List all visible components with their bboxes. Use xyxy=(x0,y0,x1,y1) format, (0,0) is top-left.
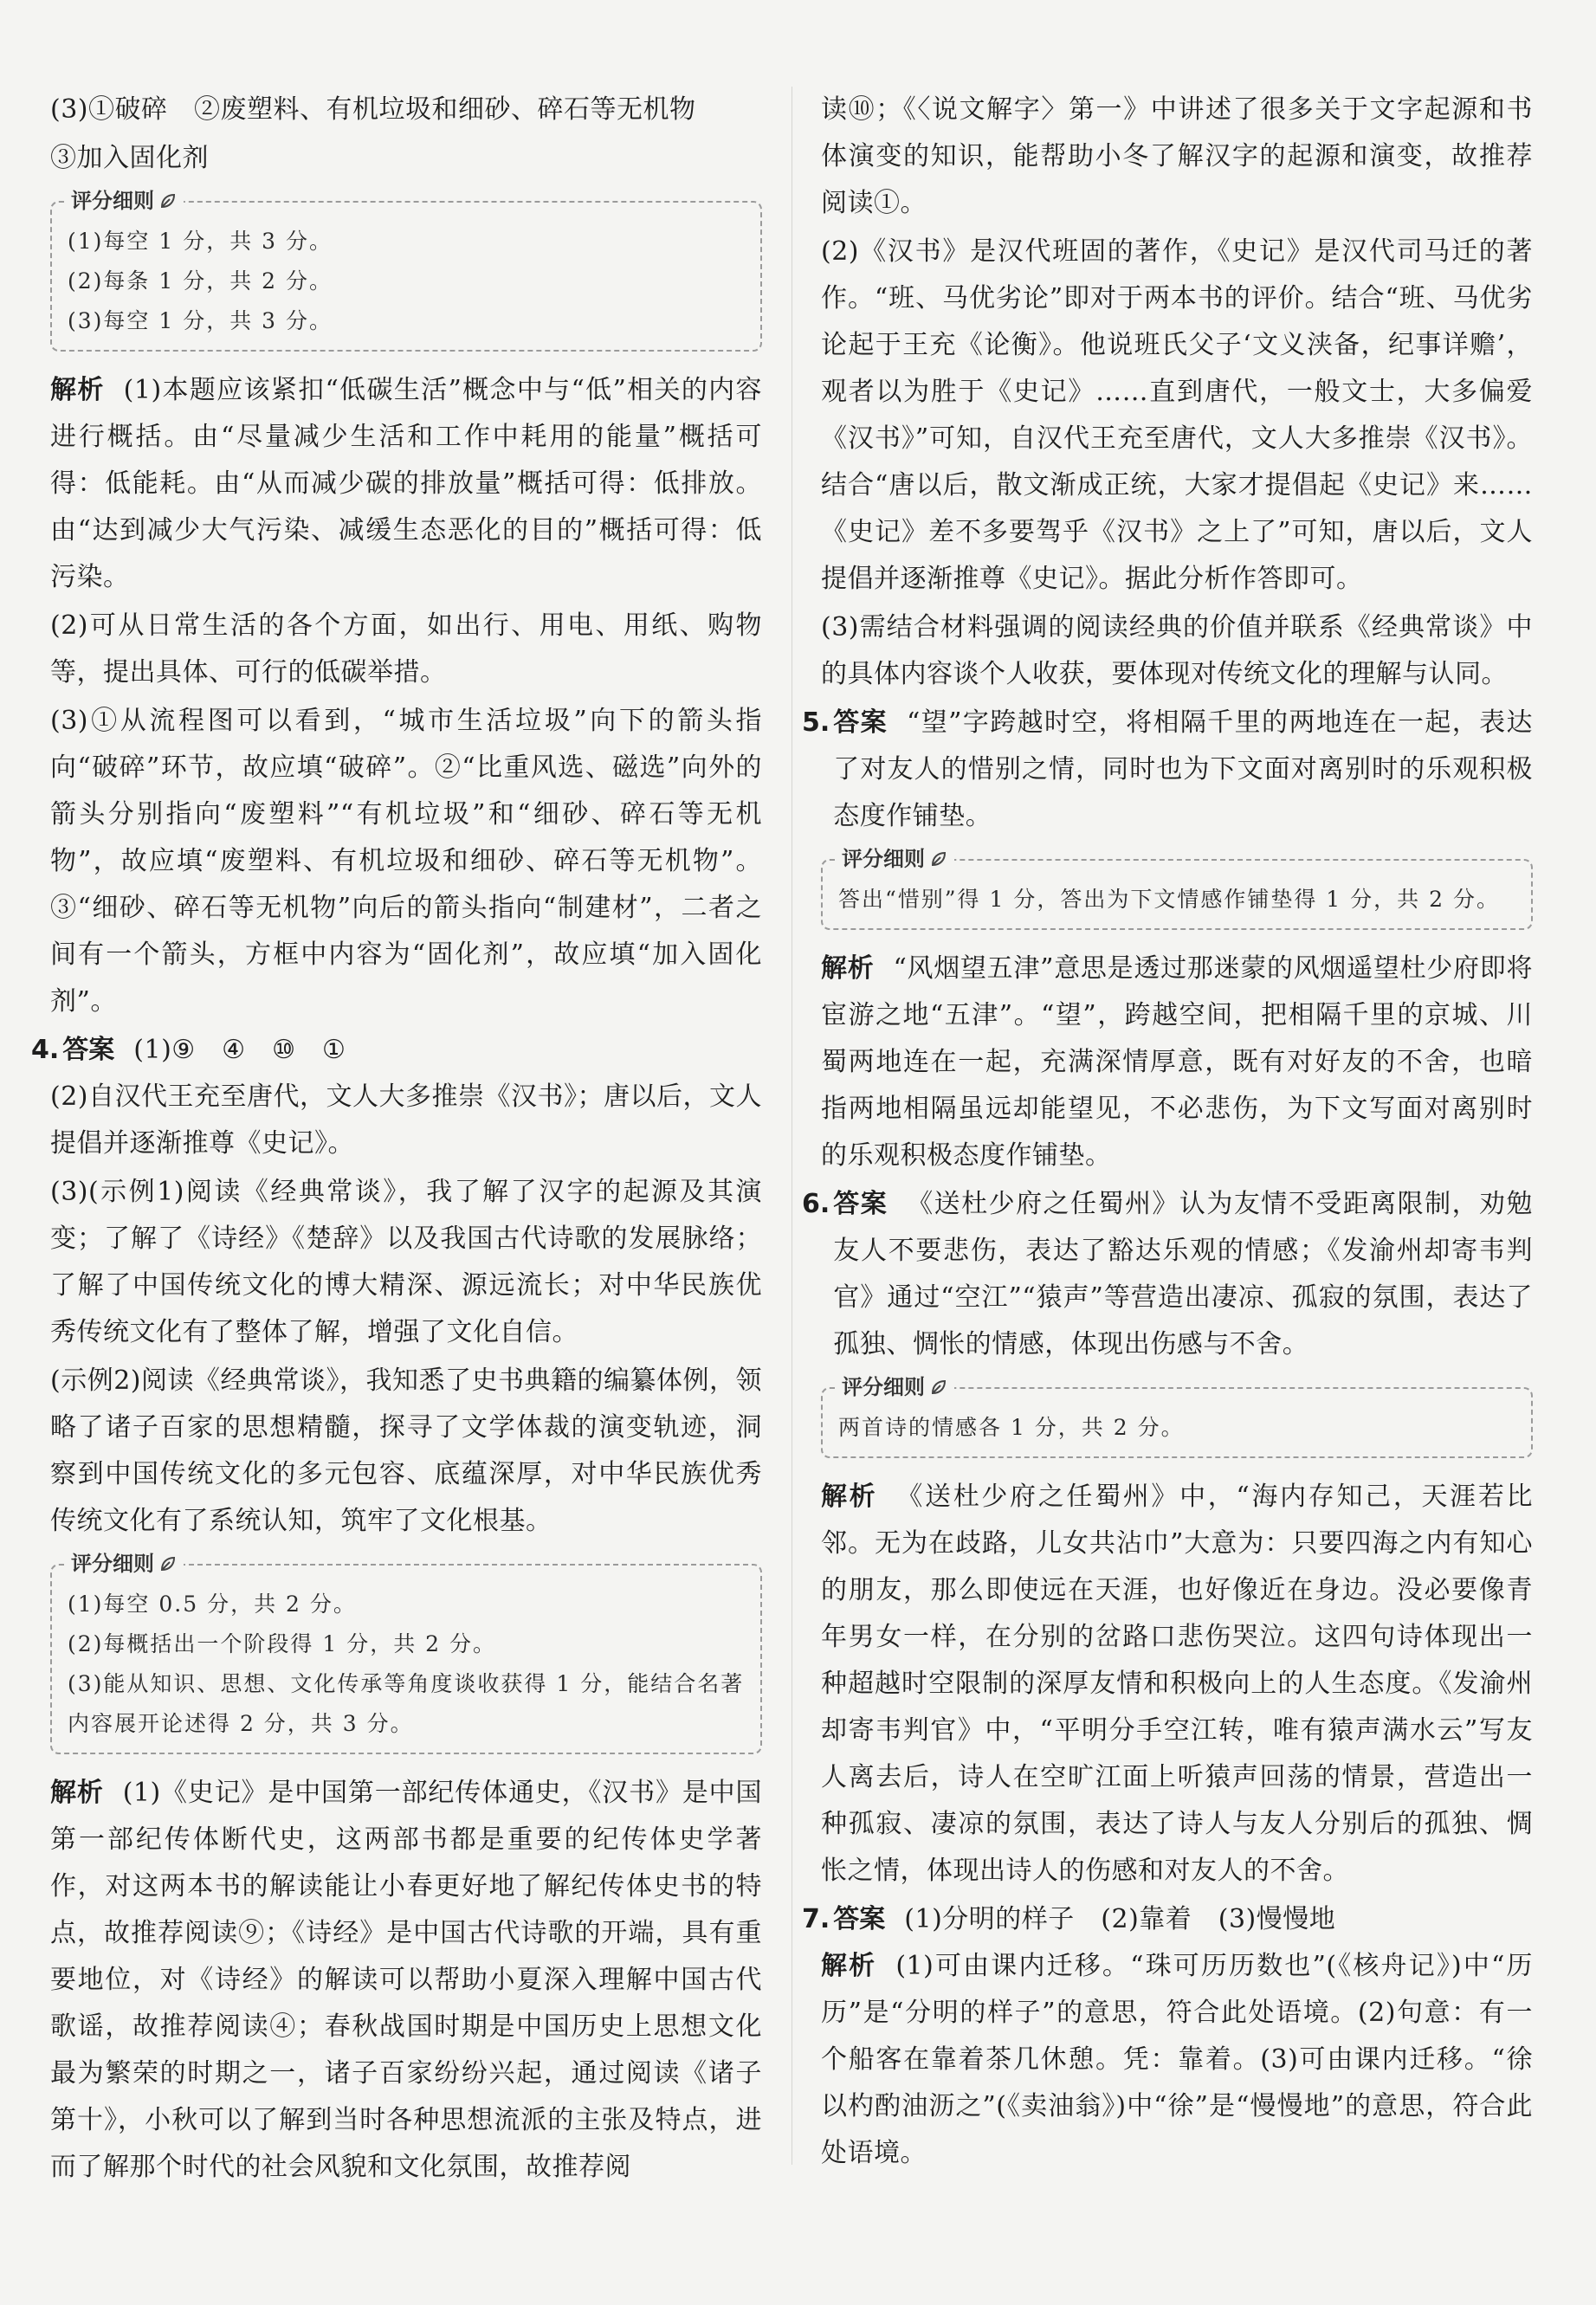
q6-answer: 答案 《送杜少府之任蜀州》认为友情不受距离限制，劝勉友人不要悲伤，表达了豁达乐观的情感；《发渝州却寄韦判官》通过“空江”“猿声”等营造出凄凉、孤寂的氛围，表达了孤独、惆怅的情感，体现出伤感与不舍。 xyxy=(833,1189,1534,1359)
rubric-title: 评分细则 xyxy=(835,843,954,875)
rubric-line: 两首诗的情感各 1 分，共 2 分。 xyxy=(838,1415,1185,1440)
q7-analysis: 解析 (1)可由课内迁移。“珠可历历数也”(《核舟记》)中“历历”是“分明的样子”的意思，符合此处语境。(2)句意：有一个船客在靠着茶几休憩。凭：靠着。(3)可由课内迁移。“徐以杓酌油沥之”(《卖油翁》)中“徐”是“慢慢地”的意思，符合此处语境。 xyxy=(821,1951,1534,2168)
q6-rubric-box xyxy=(821,1375,1533,1458)
q4-analysis-3: (3)需结合材料强调的阅读经典的价值并联系《经典常谈》中的具体内容谈个人收获，要体现对传统文化的理解与认同。 xyxy=(821,612,1533,689)
leaf-icon xyxy=(930,1378,947,1396)
q3-analysis-2: (2)可从日常生活的各个方面，如出行、用电、用纸、购物等，提出具体、可行的低碳举措。 xyxy=(50,610,762,688)
question-number: 7. xyxy=(802,1904,830,1934)
leaf-icon xyxy=(159,1555,177,1572)
rubric-line: 答出“惜别”得 1 分，答出为下文情感作铺垫得 1 分，共 2 分。 xyxy=(838,887,1500,912)
q6-answer-head xyxy=(802,1181,1534,1368)
q5-answer: 答案 “望”字跨越时空，将相隔千里的两地连在一起，表达了对友人的惜别之情，同时也为下文面对离别时的乐观积极态度作铺垫。 xyxy=(833,707,1533,831)
analysis-label: 解析 xyxy=(821,1951,877,1981)
q6-analysis: 解析 《送杜少府之任蜀州》中，“海内存知己，天涯若比邻。无为在歧路，儿女共沾巾”大意为：只要四海之内有知心的朋友，那么即使远在天涯，也好像近在身边。没必要像青年男女一样，在分别的岔路口悲伤哭泣。这四句诗体现出一种超越时空限制的深厚友情和积极向上的人生态度。《发渝州却寄韦判官》中，“平明分手空江转，唯有猿声满水云”写友人离去后，诗人在空旷江面上听猿声回荡的情景，营造出一种孤寂、凄凉的氛围，表达了诗人与友人分别后的孤独、惆怅之情，体现出诗人的伤感和对友人的不舍。 xyxy=(821,1482,1534,1886)
answer-label: 答案 xyxy=(833,707,888,738)
analysis-label: 解析 xyxy=(50,375,105,405)
leaf-icon xyxy=(930,850,947,868)
q4-analysis-1: 解析 (1)《史记》是中国第一部纪传体通史，《汉书》是中国第一部纪传体断代史，这两部书都是重要的纪传体史学著作，对这两本书的解读能让小春更好地了解纪传体史书的特点，故推荐阅读⑨；《诗经》是中国古代诗歌的开端，具有重要地位，对《诗经》的解读可以帮助小夏深入理解中国古代歌谣，故推荐阅读④；春秋战国时期是中国历史上思想文化最为繁荣的时期之一，诸子百家纷纷兴起，通过阅读《诸子第十》，小秋可以了解到当时各种思想流派的主张及特点，进而了解那个时代的社会风貌和文化氛围，故推荐阅 xyxy=(50,1778,763,2182)
q3-rubric-box xyxy=(50,189,762,352)
q7-answer-head xyxy=(802,1896,1533,1943)
q4-answer-3: (3)(示例1)阅读《经典常谈》，我了解了汉字的起源及其演变；了解了《诗经》《楚辞》以及我国古代诗歌的发展脉络；了解了中国传统文化的博大精深、源远流长；对中华民族优秀传统文化有了整体了解，增强了文化自信。 xyxy=(50,1177,762,1347)
rubric-title: 评分细则 xyxy=(64,185,184,216)
q7-answer: (1)分明的样子 (2)靠着 (3)慢慢地 xyxy=(904,1904,1336,1934)
right-column xyxy=(802,87,1534,2179)
leaf-icon xyxy=(159,192,177,210)
q3-analysis-1: 解析 (1)本题应该紧扣“低碳生活”概念中与“低”相关的内容进行概括。由“尽量减少生活和工作中耗用的能量”概括可得：低能耗。由“从而减少碳的排放量”概括可得：低排放。由“达到减少大气污染、减缓生态恶化的目的”概括可得：低污染。 xyxy=(50,375,763,592)
q3-answer-line2: ③加入固化剂 xyxy=(50,143,209,173)
q4-answer-1: (1)⑨ ④ ⑩ ① xyxy=(133,1035,346,1065)
q3-analysis-3: (3)①从流程图可以看到，“城市生活垃圾”向下的箭头指向“破碎”环节，故应填“破碎”。②“比重风选、磁选”向外的箭头分别指向“废塑料”“有机垃圾”和“细砂、碎石等无机物”，故应填“废塑料、有机垃圾和细砂、碎石等无机物”。③“细砂、碎石等无机物”向后的箭头指向“制建材”，二者之间有一个箭头，方框中内容为“固化剂”，故应填“加入固化剂”。 xyxy=(50,706,762,1017)
rubric-line: (1)每空 0.5 分，共 2 分。 xyxy=(68,1592,357,1617)
q5-answer-head xyxy=(802,700,1533,840)
answer-label: 答案 xyxy=(833,1904,886,1934)
q5-rubric-box xyxy=(821,847,1533,930)
question-number: 4. xyxy=(31,1035,60,1065)
answer-label: 答案 xyxy=(833,1189,888,1219)
rubric-line: (1)每空 1 分，共 3 分。 xyxy=(68,229,333,254)
analysis-label: 解析 xyxy=(821,953,875,984)
q4-answer-4: (示例2)阅读《经典常谈》，我知悉了史书典籍的编纂体例，领略了诸子百家的思想精髓，探寻了文学体裁的演变轨迹，洞察到中国传统文化的多元包容、底蕴深厚，对中华民族优秀传统文化有了系统认知，筑牢了文化根基。 xyxy=(50,1366,762,1536)
q4-rubric-box xyxy=(50,1552,762,1754)
q4-analysis-1-cont: 读⑩；《〈说文解字〉第一》中讲述了很多关于文字起源和书体演变的知识，能帮助小冬了解汉字的起源和演变，故推荐阅读①。 xyxy=(821,94,1533,218)
question-number: 5. xyxy=(802,707,830,738)
q4-analysis-2: (2)《汉书》是汉代班固的著作，《史记》是汉代司马迁的著作。“班、马优劣论”即对于两本书的评价。结合“班、马优劣论起于王充《论衡》。他说班氏父子‘文义浃备，纪事详赡’，观者以为胜于《史记》……直到唐代，一般文士，大多偏爱《汉书》”可知，自汉代王充至唐代，文人大多推崇《汉书》。结合“唐以后，散文渐成正统，大家才提倡起《史记》来……《史记》差不多要驾乎《汉书》之上了”可知，唐以后，文人提倡并逐渐推尊《史记》。据此分析作答即可。 xyxy=(821,236,1533,594)
answer-label: 答案 xyxy=(62,1035,115,1065)
rubric-title: 评分细则 xyxy=(64,1548,184,1579)
rubric-line: (3)能从知识、思想、文化传承等角度谈收获得 1 分，能结合名著内容展开论述得 2 分，共 3 分。 xyxy=(68,1671,745,1736)
question-number: 6. xyxy=(802,1189,830,1219)
rubric-line: (2)每条 1 分，共 2 分。 xyxy=(68,268,333,294)
rubric-line: (2)每概括出一个阶段得 1 分，共 2 分。 xyxy=(68,1631,497,1656)
q4-answer-2: (2)自汉代王充至唐代，文人大多推崇《汉书》；唐以后，文人提倡并逐渐推尊《史记》。 xyxy=(50,1081,762,1159)
q3-answer-line1: (3)①破碎 ②废塑料、有机垃圾和细砂、碎石等无机物 xyxy=(50,94,696,125)
rubric-title: 评分细则 xyxy=(835,1372,954,1403)
left-column xyxy=(31,87,763,2192)
q5-analysis: 解析 “风烟望五津”意思是透过那迷蒙的风烟遥望杜少府即将宦游之地“五津”。“望”，跨越空间，把相隔千里的京城、川蜀两地连在一起，充满深情厚意，既有对好友的不舍，也暗指两地相隔虽远却能望见，不必悲伤，为下文写面对离别时的乐观积极态度作铺垫。 xyxy=(821,953,1533,1171)
q4-answer-head xyxy=(31,1027,762,1074)
analysis-label: 解析 xyxy=(821,1482,878,1512)
rubric-line: (3)每空 1 分，共 3 分。 xyxy=(68,308,333,333)
analysis-label: 解析 xyxy=(50,1778,104,1808)
